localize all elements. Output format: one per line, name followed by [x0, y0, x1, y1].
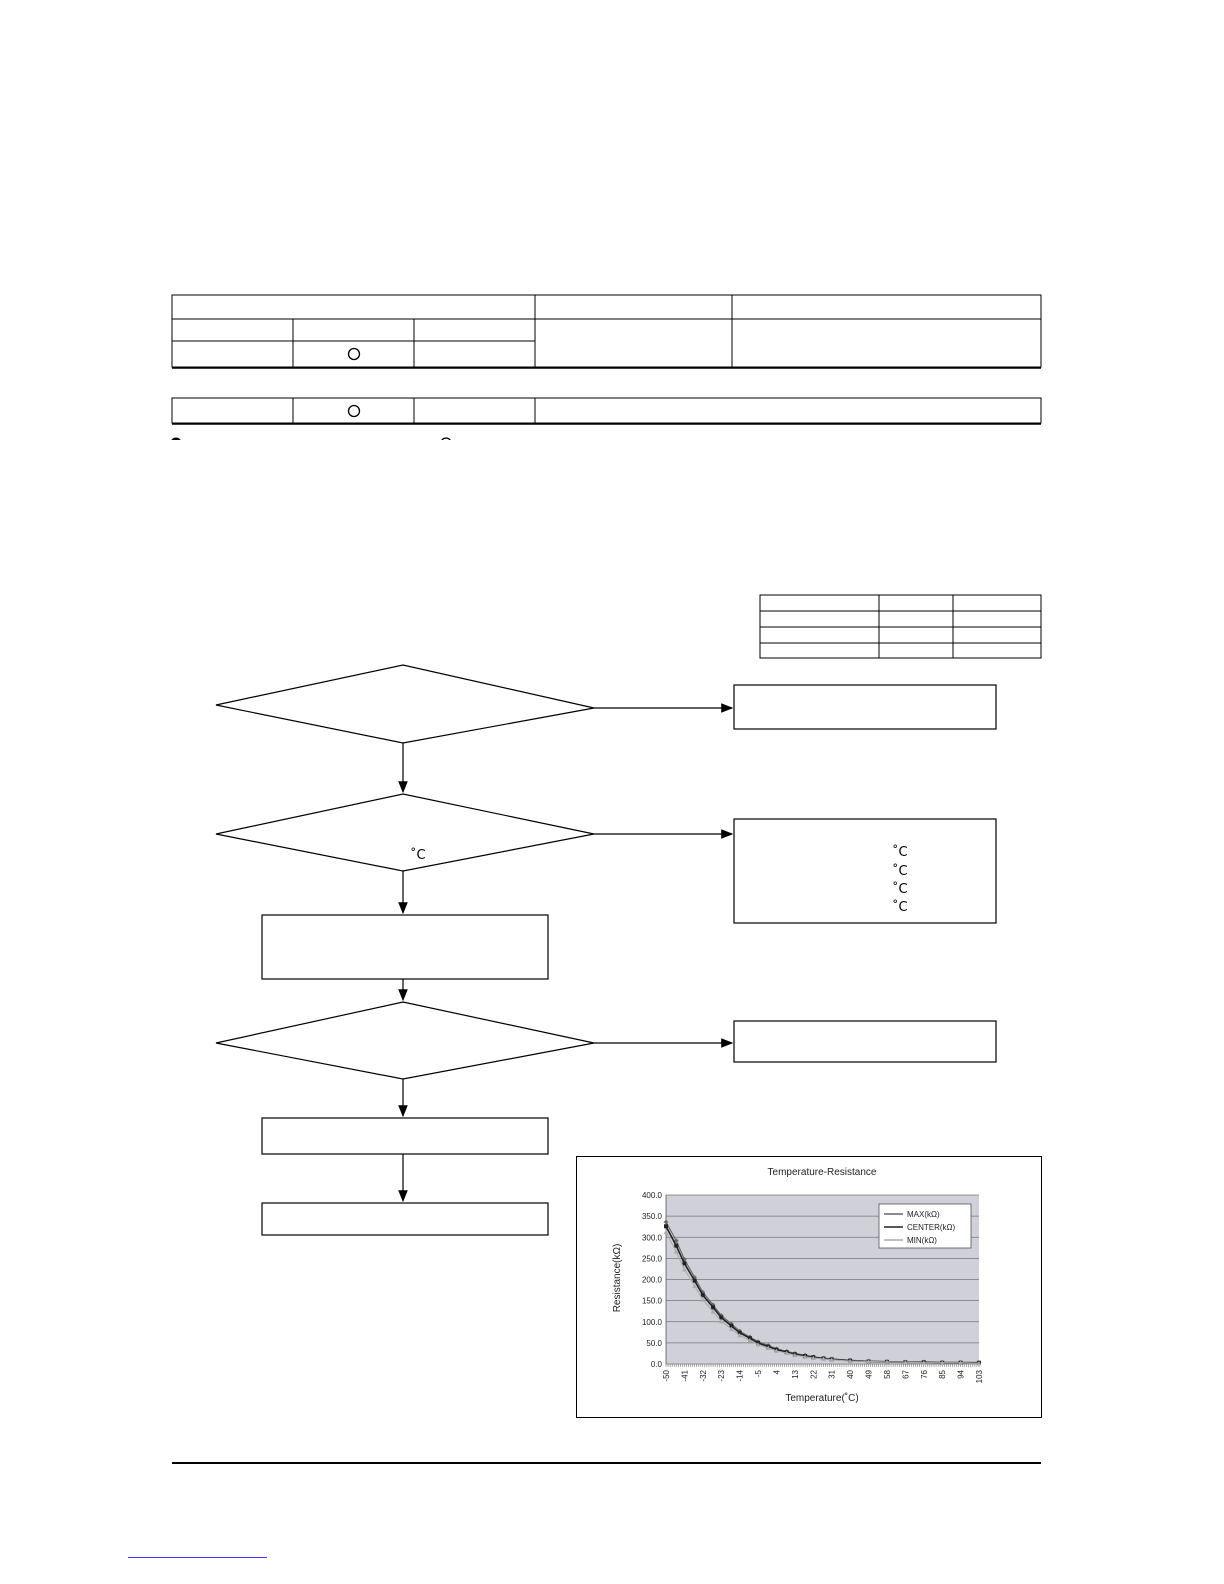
data-point: [674, 1244, 678, 1248]
result-box-2: [734, 819, 996, 923]
y-tick-label: 50.0: [646, 1338, 662, 1348]
celsius-unit: ˚C: [410, 848, 426, 863]
x-tick-label: 49: [864, 1370, 874, 1379]
footer-rule: [172, 1462, 1041, 1464]
celsius-unit: ˚C: [892, 882, 908, 897]
chart-title: Temperature-Resistance: [767, 1167, 877, 1178]
x-tick-label: 4: [772, 1370, 782, 1375]
y-tick-label: 300.0: [641, 1233, 662, 1243]
celsius-unit: ˚C: [892, 864, 908, 879]
x-tick-label: -41: [680, 1370, 690, 1382]
decision-1: [216, 665, 594, 743]
y-tick-label: 400.0: [641, 1191, 662, 1200]
y-tick-label: 350.0: [641, 1212, 662, 1222]
y-axis-label: Resistance(kΩ): [612, 1243, 623, 1313]
data-point: [711, 1305, 715, 1309]
x-tick-label: 31: [827, 1370, 837, 1379]
x-tick-label: 76: [919, 1370, 929, 1379]
y-tick-label: 200.0: [641, 1275, 662, 1285]
y-tick-label: 100.0: [641, 1317, 662, 1327]
data-point: [664, 1224, 668, 1228]
x-tick-label: 85: [938, 1370, 948, 1379]
legend-label: CENTER(kΩ): [907, 1223, 956, 1232]
x-tick-label: 22: [809, 1370, 819, 1379]
x-tick-label: -32: [698, 1370, 708, 1382]
x-axis-label: Temperature(˚C): [785, 1393, 859, 1404]
x-tick-label: 67: [901, 1370, 911, 1379]
x-tick-label: 103: [975, 1370, 984, 1384]
celsius-unit: ˚C: [892, 900, 908, 915]
x-tick-label: 94: [956, 1370, 966, 1379]
process-box-2: [262, 1118, 548, 1154]
chart-legend: [879, 1204, 971, 1248]
footer-link-underline[interactable]: [128, 1557, 267, 1558]
x-tick-label: 40: [846, 1370, 856, 1379]
temperature-resistance-chart: [576, 1156, 1042, 1418]
y-tick-label: 150.0: [641, 1296, 662, 1306]
y-tick-label: 0.0: [650, 1360, 662, 1369]
result-box-3: [734, 1021, 996, 1062]
process-box-1: [262, 915, 548, 979]
x-tick-label: 13: [790, 1370, 800, 1379]
legend-label: MAX(kΩ): [907, 1210, 940, 1219]
x-tick-label: 58: [882, 1370, 892, 1379]
x-tick-label: -5: [754, 1370, 764, 1378]
celsius-unit: ˚C: [892, 845, 908, 860]
y-tick-label: 250.0: [641, 1254, 662, 1264]
legend-label: MIN(kΩ): [907, 1236, 937, 1245]
decision-3: [216, 1002, 594, 1079]
process-box-3: [262, 1203, 548, 1235]
data-point: [682, 1261, 686, 1265]
x-tick-label: -14: [735, 1370, 745, 1382]
decision-2: [216, 794, 594, 871]
x-tick-label: -23: [717, 1370, 727, 1382]
x-tick-label: -50: [662, 1370, 671, 1382]
data-point: [693, 1279, 697, 1283]
result-box-1: [734, 685, 996, 729]
